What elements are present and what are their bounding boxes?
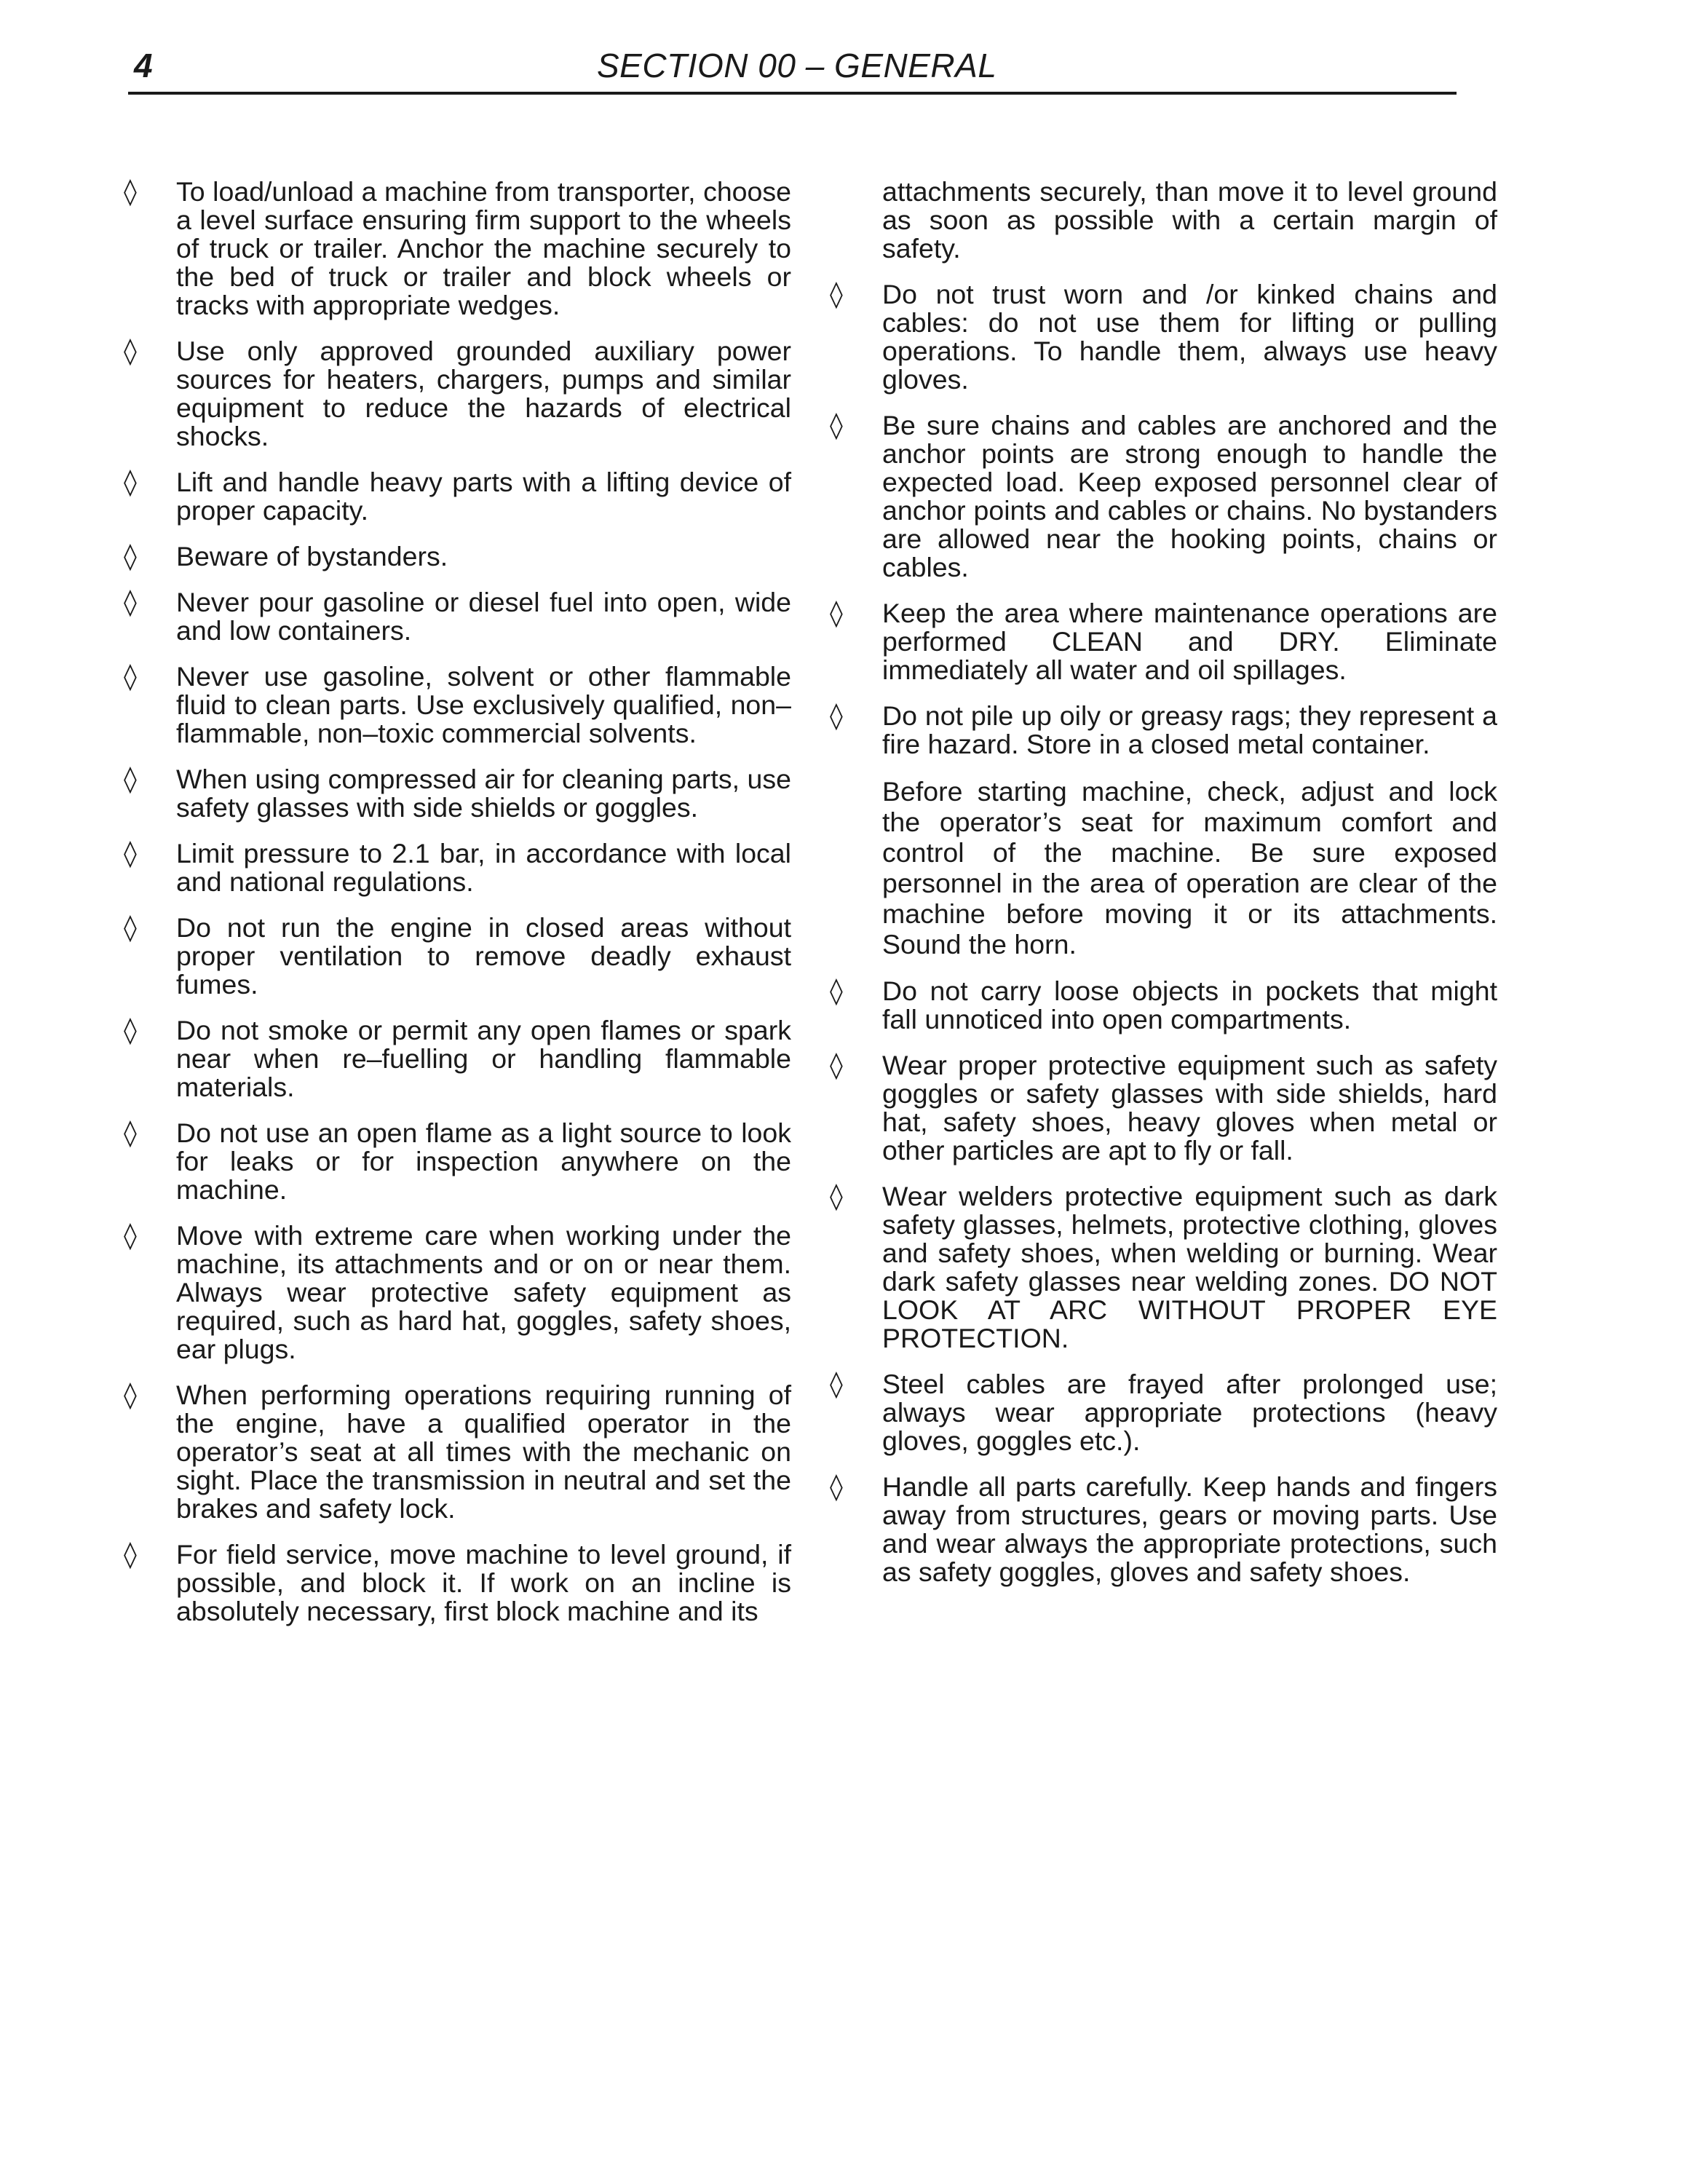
list-item-text: Do not use an open flame as a light source to look for leaks or for inspection anywhere on the machine.: [176, 1117, 791, 1205]
list-item: [830, 702, 1497, 759]
list-item-text: Keep the area where maintenance operations are performed CLEAN and DRY. Eliminate immediately all water and oil spillages.: [882, 598, 1497, 685]
list-item: [830, 599, 1497, 684]
diamond-bullet-icon: ◊: [124, 913, 137, 943]
right-column: [830, 178, 1497, 1604]
list-item-text: Do not smoke or permit any open flames or spark near when re–fuelling or handling flammable materials.: [176, 1015, 791, 1102]
list-item-text: Wear proper protective equipment such as safety goggles or safety glasses with side shields, hard hat, safety shoes, heavy gloves when metal or other particles are apt to fly or fall.: [882, 1050, 1497, 1166]
diamond-bullet-icon: ◊: [830, 598, 843, 628]
page-number: 4: [134, 47, 153, 84]
list-item: [124, 178, 791, 320]
list-item: [124, 588, 791, 645]
diamond-bullet-icon: ◊: [124, 662, 137, 692]
diamond-bullet-icon: ◊: [124, 1221, 137, 1251]
list-item: [124, 765, 791, 822]
diamond-bullet-icon: ◊: [830, 411, 843, 440]
diamond-bullet-icon: ◊: [124, 1380, 137, 1410]
list-item: [124, 1119, 791, 1204]
list-item: [830, 411, 1497, 582]
body-paragraph: Before starting machine, check, adjust and lock the operator’s seat for maximum comfort and control of the machine. Be sure exposed personnel in the area of operation are clear of the machine before moving it or its attachments. Sound the horn.: [882, 776, 1497, 960]
diamond-bullet-icon: ◊: [830, 1369, 843, 1399]
left-column: [124, 178, 791, 1643]
diamond-bullet-icon: ◊: [830, 280, 843, 309]
list-item: [830, 1473, 1497, 1586]
list-item: [124, 542, 791, 571]
list-item-text: Do not carry loose objects in pockets that might fall unnoticed into open compartments.: [882, 976, 1497, 1034]
list-item-text: For field service, move machine to level ground, if possible, and block it. If work on an incline is absolutely necessary, first block machine and its: [176, 1539, 791, 1626]
list-item-text: Be sure chains and cables are anchored and the anchor points are strong enough to handle the expected load. Keep exposed personnel clear of anchor points and cables or chains. No bystanders are allowed near the hooking points, chains or cables.: [882, 410, 1497, 582]
diamond-bullet-icon: ◊: [124, 542, 137, 571]
list-item: [830, 1051, 1497, 1165]
list-item-text: When using compressed air for cleaning parts, use safety glasses with side shields or goggles.: [176, 764, 791, 823]
diamond-bullet-icon: ◊: [830, 976, 843, 1006]
continued-text: attachments securely, than move it to level ground as soon as possible with a certain margin of safety.: [882, 176, 1497, 264]
list-item: [830, 1182, 1497, 1353]
section-title: SECTION 00 – GENERAL: [597, 47, 997, 84]
diamond-bullet-icon: ◊: [124, 764, 137, 794]
list-item: [124, 662, 791, 748]
list-item-text: Move with extreme care when working under the machine, its attachments and or on or near them. Always wear protective safety equipment as required, such as hard hat, goggles, safety shoes, ear plugs.: [176, 1220, 791, 1364]
diamond-bullet-icon: ◊: [124, 839, 137, 869]
list-item: [830, 1370, 1497, 1455]
list-item-text: When performing operations requiring running of the engine, have a qualified operator in the operator’s seat at all times with the mechanic on sight. Place the transmission in neutral and set the brakes and safety lock.: [176, 1380, 791, 1524]
list-item: [830, 977, 1497, 1034]
diamond-bullet-icon: ◊: [830, 1051, 843, 1080]
diamond-bullet-icon: ◊: [124, 177, 137, 207]
list-item-text: Do not run the engine in closed areas without proper ventilation to remove deadly exhaust fumes.: [176, 912, 791, 1000]
list-item-text: Lift and handle heavy parts with a lifting device of proper capacity.: [176, 467, 791, 526]
list-item-text: Handle all parts carefully. Keep hands and fingers away from structures, gears or moving parts. Use and wear always the appropriate protections, such as safety goggles, gloves and safety shoes.: [882, 1471, 1497, 1587]
diamond-bullet-icon: ◊: [830, 701, 843, 731]
list-item-text: Never pour gasoline or diesel fuel into open, wide and low containers.: [176, 587, 791, 646]
list-item-text: Do not pile up oily or greasy rags; they represent a fire hazard. Store in a closed metal container.: [882, 700, 1497, 759]
list-item: [124, 1016, 791, 1101]
list-item: [124, 914, 791, 999]
list-item-text: Limit pressure to 2.1 bar, in accordance with local and national regulations.: [176, 838, 791, 897]
list-item: [124, 839, 791, 896]
list-item: [830, 280, 1497, 394]
diamond-bullet-icon: ◊: [830, 1472, 843, 1502]
list-item-text: Wear welders protective equipment such as dark safety glasses, helmets, protective clothing, gloves and safety shoes, when welding or burning. Wear dark safety glasses near welding zones. DO NOT LOOK AT ARC WITHOUT PROPER EYE PROTECTION.: [882, 1181, 1497, 1353]
page-header: [128, 44, 1457, 95]
list-item: [124, 1222, 791, 1364]
diamond-bullet-icon: ◊: [124, 1016, 137, 1045]
diamond-bullet-icon: ◊: [124, 1540, 137, 1570]
diamond-bullet-icon: ◊: [124, 587, 137, 617]
list-item-text: To load/unload a machine from transporter, choose a level surface ensuring firm support to the wheels of truck or trailer. Anchor the machine securely to the bed of truck or trailer and block wheels or tracks with appropriate wedges.: [176, 176, 791, 320]
list-item-text: Beware of bystanders.: [176, 541, 448, 571]
diamond-bullet-icon: ◊: [830, 1182, 843, 1211]
diamond-bullet-icon: ◊: [124, 336, 137, 366]
list-item-text: Steel cables are frayed after prolonged use; always wear appropriate protections (heavy gloves, goggles etc.).: [882, 1369, 1497, 1456]
list-item: [124, 468, 791, 525]
diamond-bullet-icon: ◊: [124, 1118, 137, 1148]
list-item: [124, 1540, 791, 1626]
list-item: [124, 1381, 791, 1523]
list-item-text: Do not trust worn and /or kinked chains and cables: do not use them for lifting or pulling operations. To handle them, always use heavy gloves.: [882, 279, 1497, 395]
list-item-text: Use only approved grounded auxiliary power sources for heaters, chargers, pumps and similar equipment to reduce the hazards of electrical shocks.: [176, 336, 791, 451]
diamond-bullet-icon: ◊: [124, 467, 137, 497]
list-item: [124, 337, 791, 451]
list-item-text: Never use gasoline, solvent or other flammable fluid to clean parts. Use exclusively qualified, non–flammable, non–toxic commercial solvents.: [176, 661, 791, 748]
